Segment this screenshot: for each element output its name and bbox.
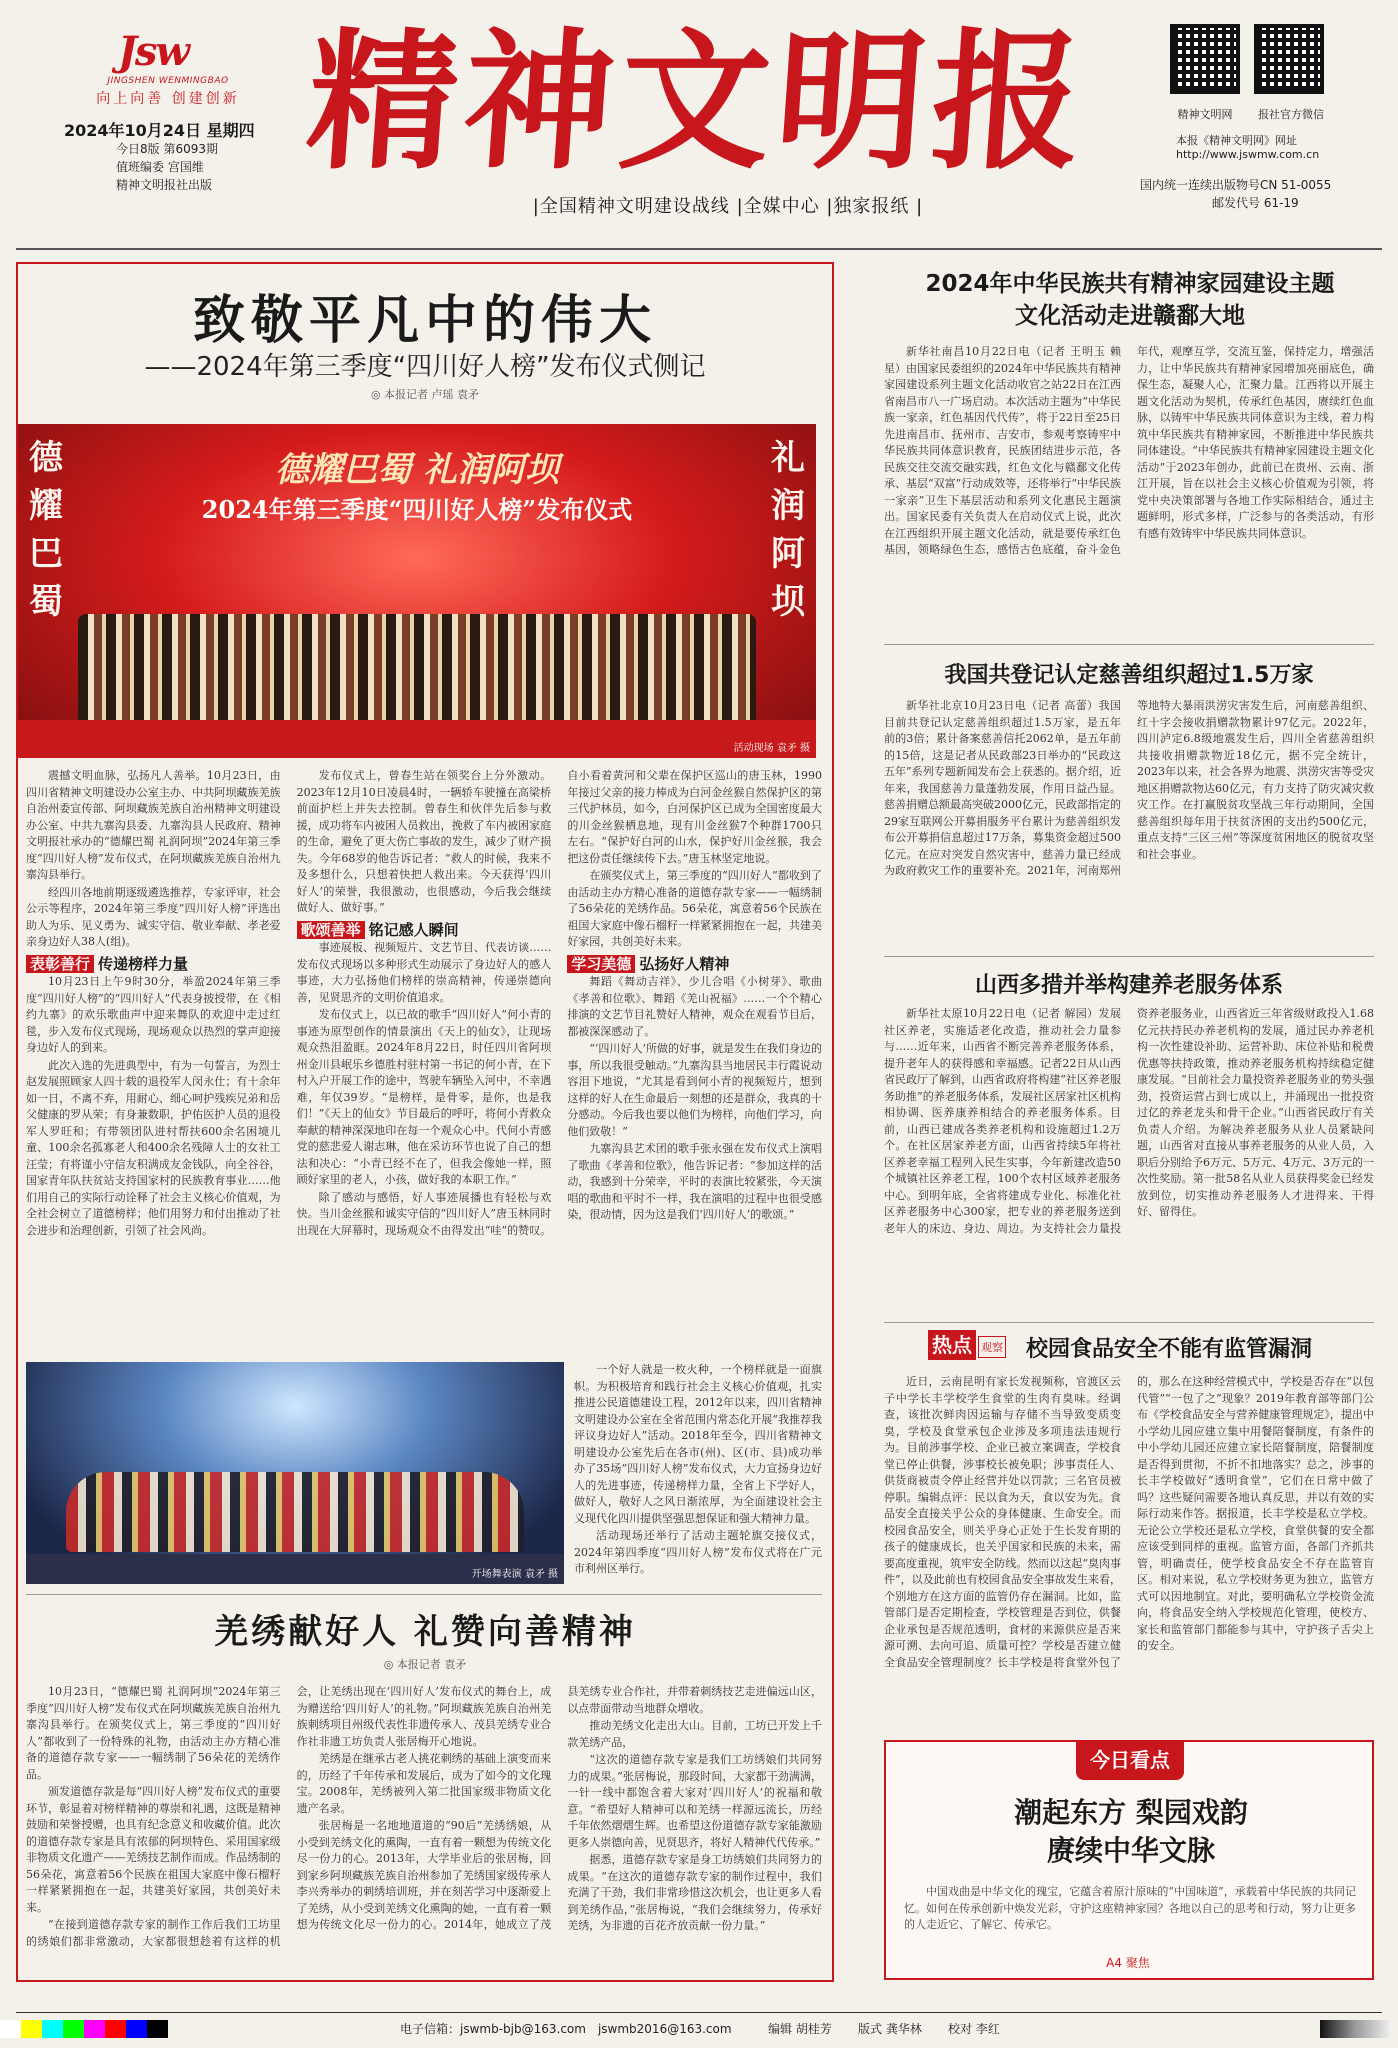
footer-editor: 编辑 胡桂芳	[768, 2022, 832, 2036]
article-body: 近日，云南昆明有家长发视频称，官渡区云子中学长丰学校学生食堂的生肉有臭味。经调查，该批次鲜肉因运输与存储不当导致变质变臭，学校及食堂承包企业涉及多项违法违规行为。目前涉事学校、企业已被立案调查，学校食堂已停止供餐，涉事校长被免职；涉事责任人、供货商被责令停止经营并处以罚款；三名官员被停职。编辑点评：民以食为天，食以安为先。食品安全直接关乎公众的身体健康、生命安全。而校园食品安全，则关乎身心正处于生长发育期的孩子的健康成长，也关乎国家和民族的未来，需要高度重视，筑牢安全防线。然而以这起“臭肉事件”，以及此前也有校园食品安全事故发生来看，个别地方在这方面的监管仍存在漏洞。比如，监管部门是否定期检查，学校管理是否到位，供餐企业承包是否规范透明，食材的来源供应是否来源可溯、去向可追、质量可控？学校是否建立健全食品安全管理制度？长丰学校是将食堂外包了的，那么在这种经营模式中，学校是否存在“以包代管”“一包了之”现象？2019年教育部等部门公布《学校食品安全与营养健康管理规定》，提出中小学幼儿园应建立集中用餐陪餐制度，有条件的中小学幼儿园还应建立家长陪餐制度，陪餐制度是否得到贯彻，不折不扣地落实？总之，涉事的长丰学校做好“透明食堂”，它们在日常中做了吗？这些疑问需要各地认真反思，并以有效的实际行动来作答。据报道，长丰学校是私立学校。无论公立学校还是私立学校，食堂供餐的安全都应该受到同样的重视。监管方面，各部门齐抓共管，明确责任，使学校食品安全不存在监管盲区。相对来说，私立学校财务更为独立，监管方式可以因地制宜。对此，要明确私立学校资金流向，将食品安全纳入学校规范化管理，使校方、家长和监管部门都能参与其中，守护孩子舌尖上的安全。	[884, 1375, 1374, 1669]
site-url[interactable]: http://www.jswmw.com.cn	[1176, 148, 1320, 161]
qr-label-website: 精神文明网	[1177, 108, 1233, 121]
article-title: 山西多措并举构建养老服务体系	[974, 973, 1283, 998]
color-swatch	[21, 2020, 42, 2038]
subhead-text: 弘扬好人精神	[639, 954, 730, 973]
dance-photo-caption: 开场舞表演 袁矛 摄	[471, 1569, 558, 1580]
post-code: 邮发代号 61-19	[1212, 196, 1299, 210]
qiang-body	[26, 1684, 822, 1974]
lead-subhead-3	[567, 956, 729, 973]
today-box-headline: 潮起东方 梨园戏韵赓续中华文脉	[1014, 1796, 1248, 1867]
color-swatch	[147, 2020, 168, 2038]
lead-paragraph: 事迹展板、视频短片、文艺节目、代表访谈……发布仪式现场以多种形式生动展示了身边好人的感人事迹，大力弘扬他们榜样的崇高精神，传递崇德向善，见贤思齐的文明价值追求。	[296, 941, 552, 1004]
lead-paragraph: 震撼文明血脉，弘扬凡人善举。10月23日，由四川省精神文明建设办公室主办、中共阿坝藏族羌族自治州委宣传部、阿坝藏族羌族自治州精神文明建设办公室、中共九寨沟县委、九寨沟县人民政府、精神文明报社承办的“德耀巴蜀 礼润阿坝”2024年第三季度“四川好人榜”发布仪式，在阿坝藏族羌族自治州九寨沟县举行。	[26, 769, 281, 881]
lead-paragraph: 此次入选的先进典型中，有为一句誓言，为烈士赵发展照顾家人四十载的退役军人闵永仕；有十余年如一日，不离不弃，用耐心、细心呵护残疾兄弟和岳父健康的罗从荣；有身兼数职，护佑医护人员的退役军人罗旺和；有带领团队进村帮扶600余名困境儿童、100余名孤寡老人和400余名残障人士的女社工汪莹；有将谨小守信友积满成友金钱队，向全谷谷，国家青年队扶贫站支持国家村的民族教育事业……他们用自己的实际行动诠释了社会主义核心价值观，为全社会树立了道德榜样；他们用努力和付出推动了社会进步和治理创新，引领了社会风尚。	[26, 1058, 281, 1237]
column-divider	[884, 1322, 1374, 1323]
color-swatch	[63, 2020, 84, 2038]
footer-proofreader: 校对 李红	[948, 2022, 1000, 2036]
stage-crowd	[78, 614, 756, 724]
lead-paragraph: 10月23日上午9时30分，举盈2024年第三季度“四川好人榜”的“四川好人”代表身披授带，在《相约九寨》的欢乐歌曲声中迎来舞队的欢迎中走过红毯，步入发布仪式现场，现场观众以热烈的掌声迎接身边好人的到来。	[26, 975, 281, 1054]
color-swatch	[126, 2020, 147, 2038]
photo-sign-right: 礼润阿坝	[771, 438, 805, 622]
lead-subhead-1	[26, 956, 188, 973]
qiang-paragraph: 推动羌绣文化走出大山。目前，工坊已开发上千款羌绣产品，	[567, 1719, 822, 1749]
lead-paragraph: 发布仪式上，曾春生站在领奖台上分外激动。2023年12月10日凌晨4时，一辆轿车驶撞在高梁桥前面护栏上并失去控制。曾春生和伙伴先后参与救援，成功将车内被困人员救出，挽救了车内被困家庭的生命，避免了更大伤亡事故的发生，减少了财产损失。今年68岁的他告诉记者：“救人的时候，我来不及多想什么，只想着快把人救出来。今天获得‘四川好人’的荣誉，我很激动，也很感动，今后我会继续做好人、做好事。”	[296, 769, 552, 914]
column-divider	[884, 956, 1374, 957]
today-box-label: 今日看点	[1076, 1740, 1184, 1780]
article-body: 新华社南昌10月22日电（记者 王明玉 赖星）由国家民委组织的2024年中华民族共有精神家园建设系列主题文化活动收官之站22日在江西省南昌市八一广场启动。本次活动主题为“中华民族一家亲，红色基因代代传”，将于22日至25日先进南昌市、抚州市、吉安市，参观考察铸牢中华民族共同体意识教育，民族团结进步示范，各民族交往交流交融实践，红色文化与赣鄱文化传承、基层“双富”行动成效等，还将举行“中华民族一家亲”卫生下基层活动和系列文化惠民主题演出。国家民委有关负责人在启动仪式上说，此次在江西组织开展主题文化活动，就是要传承红色基因，领略绿色生态，感悟古色底蕴，奋斗金色年代，观摩互学，交流互鉴，保持定力，增强活力，让中华民族共有精神家园增加亮丽底色，确保生态，凝聚人心，汇聚力量。江西将以开展主题文化活动为契机，传承红色基因，赓续红色血脉，以铸牢中华民族共同体意识为主线，着力构筑中华民族共有精神家园，不断推进中华民族共同体建设。“中华民族共有精神家园建设主题文化活动”于2023年创办，此前已在贵州、云南、浙江开展，旨在以社会主义核心价值观为引领，将党中央决策部署与各地工作实际相结合，通过主题鲜明，形式多样，广泛参与的各类活动，有形有感有效铸牢中华民族共同体意识。	[884, 345, 1374, 556]
logo-pinyin: JINGSHEN WENMINGBAO	[107, 76, 229, 86]
issue-date: 2024年10月24日 星期四	[64, 121, 255, 140]
publisher: 精神文明报社出版	[116, 178, 213, 192]
footer-layout: 版式 龚华林	[858, 2022, 922, 2036]
slogan: 向上向善 创建创新	[96, 91, 240, 107]
qiang-paragraph: “在接到道德存款专家的制作工作后我们工坊里的绣娘们都非常激动，大家都很想趁着有这样的机会，让羌绣出现在‘四川好人’发布仪式的舞台上，成为赠送给‘四川好人’的礼物。”阿坝藏族羌族自治州羌族刺绣项目州级代表性非遗传承人、茂县羌绣专业合作社非遗工坊负责人张居梅开心地说。	[26, 1685, 552, 1948]
article-title: 2024年中华民族共有精神家园建设主题文化活动走进赣鄱大地	[925, 271, 1335, 329]
hot-tag: 热点	[928, 1330, 976, 1360]
qr-code-website[interactable]	[1170, 24, 1240, 94]
lead-body	[26, 768, 822, 1408]
nav-bar: |全国精神文明建设战线 |全媒中心 |独家报纸 |	[532, 196, 924, 217]
article-title: 我国共登记认定慈善组织超过1.5万家	[944, 663, 1314, 688]
color-calibration-bar-left	[0, 2020, 190, 2038]
subhead-text: 铭记感人瞬间	[368, 920, 459, 939]
photo-sign-left: 德耀巴蜀	[29, 438, 63, 622]
lead-paragraph: 活动现场还举行了活动主题轮旗交接仪式，2024年第四季度“四川好人榜”发布仪式将在广元市利州区举行。	[574, 1529, 822, 1575]
masthead	[0, 0, 1398, 245]
lead-title: 致敬平凡中的伟大	[192, 291, 657, 351]
today-box-page-ref[interactable]: A4 聚焦	[1106, 1956, 1150, 1970]
masthead-logo	[118, 28, 258, 78]
color-swatch	[0, 2020, 21, 2038]
qiang-byline: ◎ 本报记者 袁矛	[383, 1658, 467, 1671]
masthead-divider	[16, 248, 1382, 250]
subhead-text: 传递榜样力量	[98, 954, 189, 973]
qiang-paragraph: 颁发道德存款是每“四川好人榜”发布仪式的重要环节，彰显着对榜样精神的尊崇和礼遇，这既是精神鼓励和荣誉授赠，也具有纪念意义和收藏价值。此次的道德存款专家是具有浓郁的阿坝特色、采用国家级非物质文化遗产——羌绣技艺制作而成。作品绣制的56朵花，寓意着56个民族在祖国大家庭中像石榴籽一样紧紧拥抱在一起，共建美好家园，共创美好未来。	[26, 1785, 281, 1914]
lead-paragraph: 一个好人就是一枚火种，一个榜样就是一面旗帜。为积极培育和践行社会主义核心价值观，扎实推进公民道德建设工程，2012年以来，四川省精神文明建设办公室在全省范围内常态化开展“我推荐我评议身边好人”活动。2018年至今，四川省精神文明建设办公室先后在各市(州)、区(市、县)成功举办了35场“四川好人榜”发布仪式，大力宣扬身边好人的先进事迹，传递榜样力量，全省上下学好人，做好人，敬好人之风日渐浓厚，为全面建设社会主义现代化四川提供坚强思想保证和强大精神力量。	[574, 1363, 822, 1525]
lead-byline: ◎ 本报记者 卢瑶 袁矛	[370, 388, 480, 401]
hot-observe-tag	[928, 1330, 1014, 1360]
lead-paragraph: 经四川各地前期逐级遴选推荐，专家评审，社会公示等程序，2024年第三季度“四川好人榜”评选出助人为乐、见义勇为、诚实守信、敬业奉献、孝老爱亲身边好人38人(组)。	[26, 885, 281, 948]
duty-editor: 值班编委 宫国维	[116, 160, 204, 174]
article-title: 校园食品安全不能有监管漏洞	[1026, 1337, 1313, 1362]
gray-calibration-bar	[1320, 2020, 1390, 2038]
lead-subtitle: ——2024年第三季度“四川好人榜”发布仪式侧记	[144, 352, 706, 382]
qiang-divider	[26, 1594, 822, 1595]
photo-banner-big: 德耀巴蜀 礼润阿坝	[275, 450, 559, 490]
qiang-paragraph: 10月23日，“德耀巴蜀 礼润阿坝”2024年第三季度“四川好人榜”发布仪式在阿坝藏族羌族自治州九寨沟县举行。在颁奖仪式上，第三季度的“四川好人”都收到了一份特殊的礼物，由活动主办方精心准备的道德存款专家——一幅绣制了56朵花的羌绣作品。	[26, 1685, 281, 1781]
lead-subhead-2	[297, 922, 459, 939]
qiang-paragraph: 羌绣是在继承古老人挑花刺绣的基础上演变而来的，历经了千年传承和发展后，成为了如今的文化瑰宝。2008年，羌绣被列入第二批国家级非物质文化遗产名录。	[296, 1752, 552, 1815]
lead-paragraph: 除了感动与感悟，好人事迹展播也有轻松与欢快。当川金丝猴和诚实守信的“四川好人”唐玉林同时出现在大屏幕时，现场观众不由得发出“哇”的赞叹。自小看着黄河和父辈在保护区巡山的唐玉林，1990年接过父亲的接力棒成为白河金丝猴自然保护区的第三代护林员，如今，白河保护区已成为全国密度最大的川金丝猴栖息地，现有川金丝猴7个种群1700只左右。“保护好白河的山水，保护好川金丝猴，我会把这份责任继续传下去。”唐玉林坚定地说。	[296, 769, 822, 1237]
qiang-paragraph: 张居梅是一名地地道道的“90后”羌绣绣娘，从小受到羌绣文化的熏陶，一直有着一颗想为传统文化尽一份力的心。2013年，大学毕业后的张居梅，回到家乡阿坝藏族羌族自治州参加了羌绣国家级传承人李兴秀举办的刺绣培训班，并在刻苦学习中逐渐爱上了羌绣，从小受到羌绣文化熏陶的她，一直有着一颗想为传统文化尽一份力的心。2014年，她成立了茂县羌绣专业合作社，并带着刺绣技艺走进偏远山区，以点带面带动当地群众增收。	[296, 1685, 822, 1931]
footer-email: 电子信箱：jswmb-bjb@163.com jswmb2016@163.com	[400, 2022, 732, 2036]
observe-tag: 观察	[978, 1336, 1006, 1358]
photo-banner: 2024年第三季度“四川好人榜”发布仪式	[201, 495, 633, 524]
lead-paragraph: 在颁奖仪式上，第三季度的“四川好人”都收到了由活动主办方精心准备的道德存款专家——一幅绣制了56朵花的羌绣作品。56朵花，寓意着56个民族在祖国大家庭中像石榴籽一样紧紧拥抱在一起，共建美好家园，共创美好未来。	[567, 869, 822, 948]
qr-code-wechat[interactable]	[1254, 24, 1324, 94]
color-swatch	[42, 2020, 63, 2038]
today-box-summary: 中国戏曲是中华文化的瑰宝，它蕴含着原汁原味的“中国味道”，承载着中华民族的共同记忆。如何在传承创新中焕发光彩，守护这座精神家园？各地以自己的思考和行动，努力让更多的人走近它、了解它、传承它。	[904, 1885, 1356, 1931]
lead-paragraph: 舞蹈《舞动吉祥》、少儿合唱《小树芽》、歌曲《孝善和位歌》、舞蹈《羌山祝福》……一个个精心排演的文艺节目礼赞好人精神，观众在观看节目后，都被深深感动了。	[567, 975, 822, 1038]
dance-photo	[26, 1362, 564, 1584]
article-body: 新华社太原10月22日电（记者 解园）发展社区养老，实施适老化改造，推动社会力量参与……近年来，山西省不断完善养老服务体系，提升老年人的获得感和幸福感。记者22日从山西省民政厅了解到，山西省政府将构建“社区养老服务助推”的养老服务体系，发展社区居家社区机构相协调、医养康养相结合的养老服务体系。目前，山西已建成各类养老机构和设施超过1.2万个。在社区居家养老方面，山西省持续5年将社区养老幸福工程列入民生实事，今年新建改造50个城镇社区养老工程，100个农村区域养老服务中心。到明年底，全省将建成专业化、标准化社区养老服务中心300家，把专业的养老服务送到老年人的床边、身边、周边。为支持社会力量投资养老服务业，山西省近三年省级财政投入1.68亿元扶持民办养老机构的发展，通过民办养老机构一次性建设补助、运营补助、床位补贴和税费优惠等扶持政策，推动养老服务机构持续稳定健康发展。“目前社会力量投资养老服务业的势头强劲，投资运营占到七成以上，并涌现出一批投资过亿的养老龙头和骨干企业。”山西省民政厅有关负责人介绍。为解决养老服务从业人员紧缺问题，山西省对直接从事养老服务的从业人员，入职后分别给予6万元、5万元、4万元、3万元的一次性奖励。第一批58名从业人员获得奖金已经发放到位，切实推动养老服务人才进得来、干得好、留得住。	[884, 1007, 1374, 1235]
cn-number: 国内统一连续出版物号CN 51-0055	[1140, 178, 1332, 192]
issue-number: 今日8版 第6093期	[116, 142, 218, 156]
lead-paragraph: 九寨沟县艺术团的歌手张永强在发布仪式上演唱了歌曲《孝善和位歌》，他告诉记者：“参加这样的活动，我感到十分荣幸，平时的表演比较紧张，今天演唱的歌曲和平时不一样，我在演唱的过程中也很受感染，很动情，因为这是我们‘四川好人’的歌颂。”	[567, 1142, 822, 1221]
qiang-paragraph: 据悉，道德存款专家是身工坊绣娘们共同努力的成果。“在这次的道德存款专家的制作过程中，我们充满了干劲，我们非常珍惜这次机会，也让更多人看到羌绣作品，”张居梅说，“我们会继续努力，传承好羌绣，为非遗的百花齐放贡献一份力量。”	[567, 1853, 822, 1932]
qiang-paragraph: “这次的道德存款专家是我们工坊绣娘们共同努力的成果。”张居梅说，那段时间，大家都干劲满满，一针一线中都饱含着大家对‘四川好人’的祝福和敬意。“希望好人精神可以和羌绣一样源远流长，历经千年依然熠熠生辉。也希望这份道德存款专家能激励更多人崇德向善，见贤思齐，将好人精神代代传承。”	[567, 1753, 822, 1849]
site-line: 本报《精神文明网》网址	[1176, 134, 1297, 147]
subhead-tag: 学习美德	[567, 955, 635, 973]
lead-photo-caption: 活动现场 袁矛 摄	[733, 743, 810, 754]
lead-paragraph: “‘四川好人’所做的好事，就是发生在我们身边的事，所以我很受触动。”九寨沟县当地居民丰行霞说动容泪下地说，“尤其是看到何小青的视频短片，想到这样的好人在生命最后一刻想的还是群众，我真的十分感动。今后我也要以他们为榜样，向他们学习，向他们致敬！”	[567, 1042, 822, 1138]
column-divider	[884, 644, 1374, 645]
footer-rule	[16, 2012, 1382, 2013]
lead-paragraph: 发布仪式上，以已故的歌手“四川好人”何小青的事迹为原型创作的情景演出《天上的仙女》，让现场观众热泪盈眶。2024年8月22日，时任四川省阿坝州金川县岷乐乡德胜村驻村第一书记的何小青，在下村入户开展工作的途中，驾驶车辆坠入河中，不幸遇难，年仅39岁。“是榜样，是骨零，是你，也是我们！”《天上的仙女》节目最后的呼吁，将何小青救众奉献的精神深深地印在每一个观众心中。代何小青感党的慈悲爱人谢志琳，他在采访环节也说了自己的想法和决心：“小青已经不在了，但我会像她一样，照顾好家里的老人，小孩，做好我的本职工作。”	[296, 1008, 552, 1186]
color-swatch	[84, 2020, 105, 2038]
lead-photo	[18, 424, 816, 758]
subhead-tag: 歌颂善举	[297, 921, 365, 939]
dancers	[66, 1472, 524, 1552]
lead-body-end	[574, 1362, 822, 1584]
today-box[interactable]	[884, 1740, 1374, 1980]
article-body: 新华社北京10月23日电（记者 高蕾）我国目前共登记认定慈善组织超过1.5万家，是五年前的3倍；累计备案慈善信托2062单，是五年前的15倍，这是记者从民政部23日举办的“民政这五年”系列专题新闻发布会上获悉的。据介绍，近年来，我国慈善力量蓬勃发展，作用日益凸显。慈善捐赠总额最高突破2000亿元，民政部指定的29家互联网公开募捐服务平台累计为慈善组织发布公开募捐信息超过17万条，募集资金超过500亿元。在应对突发自然灾害中，慈善力量已经成为政府救灾工作的重要补充。2021年，河南郑州等地特大暴雨洪涝灾害发生后，河南慈善组织、红十字会接收捐赠款物累计97亿元。2022年，四川泸定6.8级地震发生后，四川全省慈善组织共接收捐赠款物近18亿元，据不完全统计，2023年以来，社会各界为地震、洪涝灾害等受灾地区捐赠款物达60亿元，有力支持了防灾减灾救灾工作。在打赢脱贫攻坚战三年行动期间，全国慈善组织每年用于扶贫济困的支出约500亿元，重点支持“三区三州”等深度贫困地区的脱贫攻坚和社会事业。	[884, 699, 1374, 877]
qiang-title: 羌绣献好人 礼赞向善精神	[214, 1612, 636, 1652]
logo-mark: Jsw	[118, 28, 188, 75]
qr-label-wechat: 报社官方微信	[1258, 108, 1324, 121]
stage-floor	[18, 720, 816, 758]
newspaper-title: 精神文明报	[301, 14, 1095, 190]
subhead-tag: 表彰善行	[26, 955, 94, 973]
color-swatch	[105, 2020, 126, 2038]
